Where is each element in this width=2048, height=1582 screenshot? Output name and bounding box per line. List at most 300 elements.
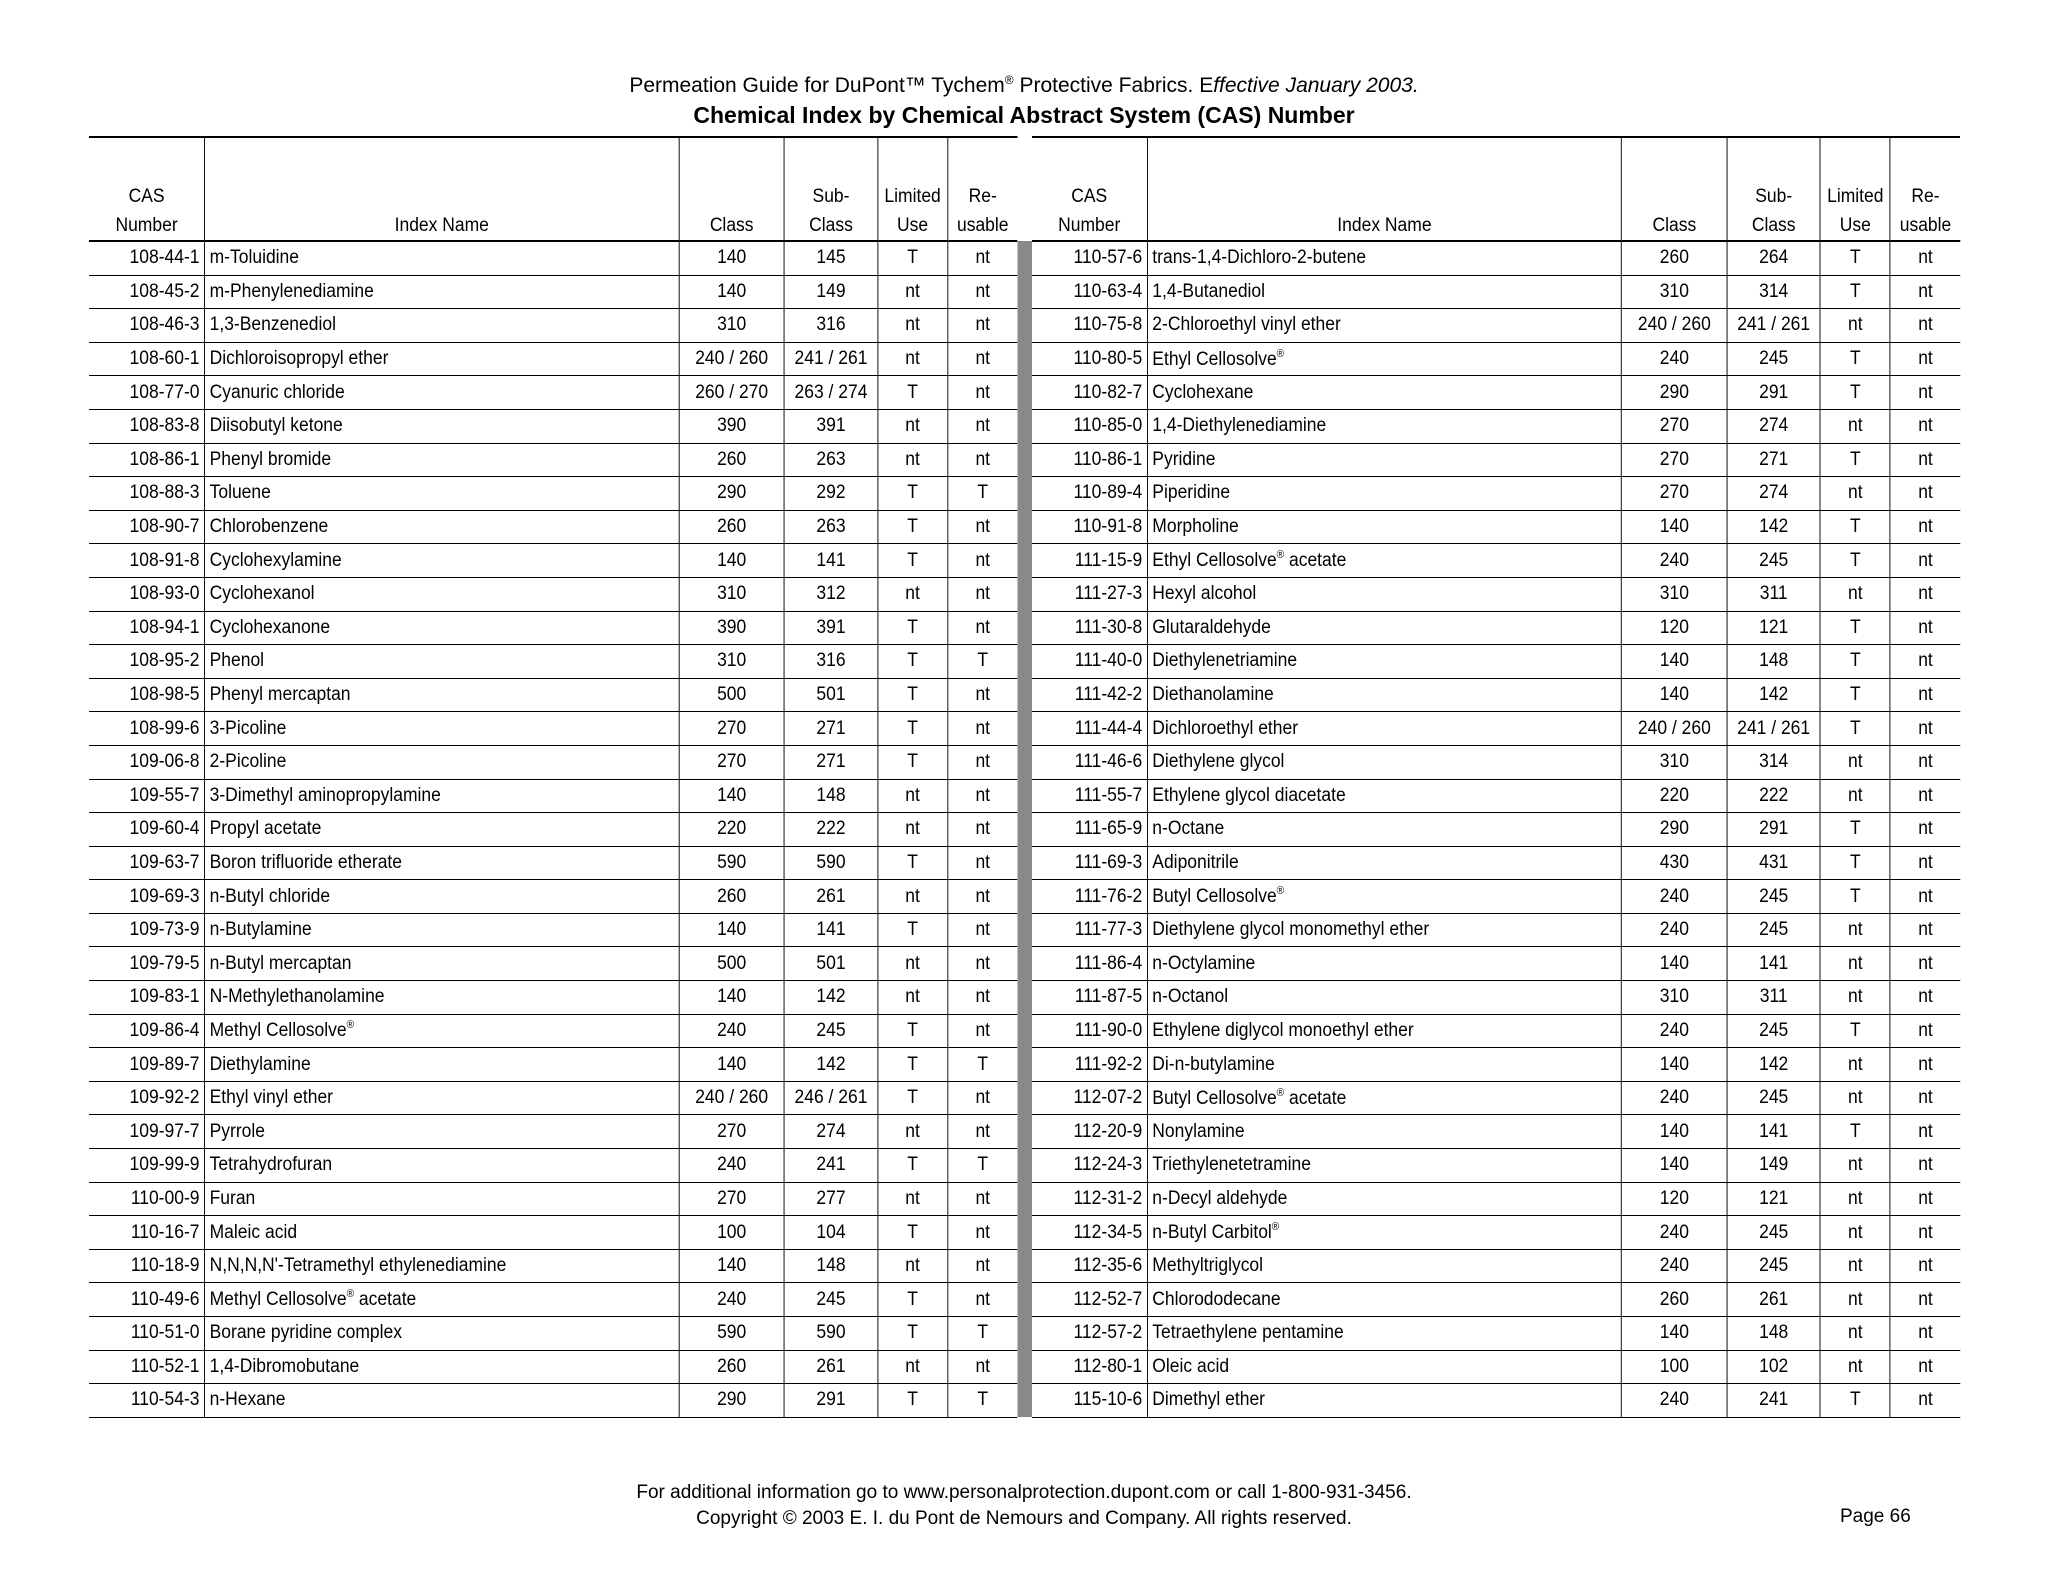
subclass-value: 431 [1727, 846, 1820, 880]
cas-number: 112-24-3 [1032, 1149, 1148, 1183]
table-row [89, 275, 1960, 309]
index-name [1147, 1384, 1621, 1418]
class-value: 140 [679, 1048, 784, 1082]
subclass-value: 292 [784, 477, 877, 511]
cas-number: 111-46-6 [1032, 745, 1148, 779]
index-name [205, 947, 679, 981]
cas-number: 110-91-8 [1032, 510, 1148, 544]
column-divider [1017, 241, 1031, 275]
index-name [1147, 1249, 1621, 1283]
reusable-value: nt [1890, 1182, 1960, 1216]
cas-number: 110-63-4 [1032, 275, 1148, 309]
reusable-value: T [948, 1384, 1018, 1418]
reusable-value: nt [948, 309, 1018, 343]
class-value: 390 [679, 611, 784, 645]
cas-number: 108-93-0 [89, 577, 205, 611]
subclass-value: 501 [784, 947, 877, 981]
chemical-name: N,N,N,N'-Tetramethyl ethylenediamine [209, 1255, 507, 1277]
class-value: 240 [679, 1149, 784, 1183]
column-divider [1017, 443, 1031, 477]
column-divider [1017, 1081, 1031, 1115]
class-value: 240 [679, 1014, 784, 1048]
index-name [205, 443, 679, 477]
table-row [89, 1283, 1960, 1317]
cas-number: 111-90-0 [1032, 1014, 1148, 1048]
limited-use-value: T [878, 241, 948, 275]
table-row [89, 477, 1960, 511]
chemical-name: Ethyl vinyl ether [209, 1087, 334, 1109]
index-name [205, 1350, 679, 1384]
class-value: 240 / 260 [1622, 309, 1727, 343]
chemical-name: Morpholine [1152, 516, 1239, 538]
cas-number: 110-54-3 [89, 1384, 205, 1418]
reusable-value: nt [948, 846, 1018, 880]
subclass-value: 241 / 261 [1727, 309, 1820, 343]
column-divider [1017, 1283, 1031, 1317]
subclass-value: 274 [784, 1115, 877, 1149]
table-row [89, 443, 1960, 477]
column-divider [1017, 1350, 1031, 1384]
reusable-value: nt [1890, 1384, 1960, 1418]
chemical-name: Propyl acetate [209, 818, 322, 840]
subclass-value: 274 [1727, 477, 1820, 511]
cas-number: 112-80-1 [1032, 1350, 1148, 1384]
chemical-name: n-Octane [1152, 818, 1225, 840]
class-value: 270 [679, 745, 784, 779]
column-divider [1017, 645, 1031, 679]
reusable-value: nt [1890, 342, 1960, 376]
cas-number: 110-80-5 [1032, 342, 1148, 376]
class-value: 260 / 270 [679, 376, 784, 410]
column-divider [1017, 712, 1031, 746]
limited-use-value: T [878, 1048, 948, 1082]
table-row [89, 544, 1960, 578]
chemical-name: Diisobutyl ketone [209, 415, 343, 437]
col-index-name: Index Name [205, 136, 679, 241]
table-row [89, 712, 1960, 746]
col-limited-use-right: Limited Use [1820, 136, 1890, 241]
cas-number: 108-46-3 [89, 309, 205, 343]
index-name [1147, 1283, 1621, 1317]
limited-use-value: T [1820, 611, 1890, 645]
table-row [89, 409, 1960, 443]
chemical-index-table [89, 136, 1960, 1418]
cas-number: 110-85-0 [1032, 409, 1148, 443]
index-name [1147, 577, 1621, 611]
cas-number: 111-42-2 [1032, 678, 1148, 712]
cas-number: 108-98-5 [89, 678, 205, 712]
column-divider [1017, 510, 1031, 544]
reusable-value: nt [1890, 645, 1960, 679]
index-name [1147, 611, 1621, 645]
chemical-name: Ethylene glycol diacetate [1152, 784, 1346, 806]
column-divider [1017, 376, 1031, 410]
reusable-value: nt [1890, 309, 1960, 343]
chemical-name: Glutaraldehyde [1152, 616, 1271, 638]
cas-number: 115-10-6 [1032, 1384, 1148, 1418]
limited-use-value: nt [878, 981, 948, 1015]
limited-use-value: T [878, 1384, 948, 1418]
class-value: 120 [1622, 611, 1727, 645]
table-row [89, 1149, 1960, 1183]
chemical-name: Maleic acid [209, 1221, 298, 1243]
subclass-value: 246 / 261 [784, 1081, 877, 1115]
chemical-name: Oleic acid [1152, 1355, 1230, 1377]
col-cas-number: CAS Number [89, 136, 205, 241]
index-name [205, 712, 679, 746]
class-value: 140 [679, 779, 784, 813]
cas-number: 109-55-7 [89, 779, 205, 813]
limited-use-value: T [878, 1081, 948, 1115]
limited-use-value: T [1820, 443, 1890, 477]
registered-mark: ® [1276, 347, 1285, 360]
chemical-name: Phenyl bromide [209, 448, 332, 470]
subclass-value: 142 [784, 1048, 877, 1082]
column-divider [1017, 947, 1031, 981]
chemical-name: n-Butylamine [209, 919, 312, 941]
col-subclass: Sub- Class [784, 136, 877, 241]
reusable-value: nt [948, 1115, 1018, 1149]
cas-number: 109-06-8 [89, 745, 205, 779]
limited-use-value: nt [1820, 981, 1890, 1015]
limited-use-value: T [878, 1014, 948, 1048]
chemical-name: 3-Dimethyl aminopropylamine [209, 784, 441, 806]
class-value: 310 [679, 645, 784, 679]
class-value: 240 [1622, 913, 1727, 947]
subclass-value: 263 [784, 443, 877, 477]
class-value: 240 [1622, 1249, 1727, 1283]
subclass-value: 391 [784, 409, 877, 443]
class-value: 240 [1622, 1216, 1727, 1250]
limited-use-value: T [1820, 544, 1890, 578]
chemical-name: Chlorobenzene [209, 516, 329, 538]
index-name [1147, 477, 1621, 511]
column-divider [1017, 409, 1031, 443]
index-name [205, 1283, 679, 1317]
reusable-value: nt [948, 712, 1018, 746]
chemical-name: Chlorododecane [1152, 1288, 1281, 1310]
chemical-name: Dichloroisopropyl ether [209, 348, 389, 370]
limited-use-value: nt [1820, 1048, 1890, 1082]
col-cas-number-right: CAS Number [1032, 136, 1148, 241]
cas-number: 111-15-9 [1032, 544, 1148, 578]
index-name [1147, 745, 1621, 779]
col-reusable-right: Re- usable [1890, 136, 1960, 241]
column-divider [1017, 745, 1031, 779]
class-value: 140 [679, 1249, 784, 1283]
index-name [205, 577, 679, 611]
subclass-value: 222 [784, 813, 877, 847]
cas-number: 109-86-4 [89, 1014, 205, 1048]
chemical-name: Butyl Cellosolve [1152, 1087, 1277, 1109]
reusable-value: nt [948, 342, 1018, 376]
table-row [89, 1081, 1960, 1115]
cas-number: 111-65-9 [1032, 813, 1148, 847]
page-footer [0, 1480, 2048, 1532]
cas-number: 110-49-6 [89, 1283, 205, 1317]
class-value: 270 [1622, 409, 1727, 443]
cas-number: 111-87-5 [1032, 981, 1148, 1015]
index-name [205, 309, 679, 343]
reusable-value: nt [948, 678, 1018, 712]
chemical-name: Dichloroethyl ether [1152, 717, 1299, 739]
col-index-name-right: Index Name [1147, 136, 1621, 241]
column-divider [1017, 880, 1031, 914]
table-row [89, 241, 1960, 275]
subclass-value: 271 [1727, 443, 1820, 477]
cas-number: 111-55-7 [1032, 779, 1148, 813]
cas-number: 108-77-0 [89, 376, 205, 410]
class-value: 240 [1622, 342, 1727, 376]
index-name [1147, 443, 1621, 477]
class-value: 220 [1622, 779, 1727, 813]
cas-number: 108-83-8 [89, 409, 205, 443]
page-header [0, 66, 2048, 130]
index-name [205, 1182, 679, 1216]
chemical-name: Methyltriglycol [1152, 1255, 1264, 1277]
cas-number: 110-82-7 [1032, 376, 1148, 410]
cas-number: 108-44-1 [89, 241, 205, 275]
subclass-value: 263 / 274 [784, 376, 877, 410]
limited-use-value: T [878, 846, 948, 880]
subclass-value: 314 [1727, 745, 1820, 779]
subclass-value: 590 [784, 1317, 877, 1351]
cas-number: 108-45-2 [89, 275, 205, 309]
limited-use-value: T [1820, 376, 1890, 410]
limited-use-value: T [1820, 1115, 1890, 1149]
limited-use-value: T [878, 913, 948, 947]
reusable-value: nt [1890, 510, 1960, 544]
chemical-name: 1,4-Dibromobutane [209, 1355, 360, 1377]
table-row [89, 577, 1960, 611]
limited-use-value: T [1820, 678, 1890, 712]
cas-number: 110-57-6 [1032, 241, 1148, 275]
index-name [1147, 712, 1621, 746]
reusable-value: nt [948, 409, 1018, 443]
limited-use-value: T [878, 477, 948, 511]
reusable-value: nt [948, 611, 1018, 645]
subclass-value: 264 [1727, 241, 1820, 275]
chemical-name: Adiponitrile [1152, 851, 1239, 873]
reusable-value: nt [948, 275, 1018, 309]
index-name [205, 1115, 679, 1149]
cas-number: 111-44-4 [1032, 712, 1148, 746]
cas-number: 111-86-4 [1032, 947, 1148, 981]
index-name [205, 745, 679, 779]
table-row [89, 1249, 1960, 1283]
limited-use-value: T [878, 1216, 948, 1250]
class-value: 140 [679, 981, 784, 1015]
reusable-value: nt [948, 241, 1018, 275]
subclass-value: 148 [784, 779, 877, 813]
col-class: Class [679, 136, 784, 241]
subclass-value: 142 [1727, 510, 1820, 544]
chemical-name: N-Methylethanolamine [209, 986, 385, 1008]
limited-use-value: nt [1820, 309, 1890, 343]
limited-use-value: nt [878, 1249, 948, 1283]
reusable-value: T [948, 1149, 1018, 1183]
index-name [1147, 309, 1621, 343]
class-value: 270 [1622, 443, 1727, 477]
index-name [1147, 880, 1621, 914]
class-value: 590 [679, 846, 784, 880]
column-divider [1017, 577, 1031, 611]
index-name [1147, 544, 1621, 578]
subclass-value: 274 [1727, 409, 1820, 443]
class-value: 310 [1622, 577, 1727, 611]
chemical-name: n-Octylamine [1152, 952, 1256, 974]
column-divider [1017, 1149, 1031, 1183]
cas-number: 111-27-3 [1032, 577, 1148, 611]
chemical-name: 1,4-Butanediol [1152, 280, 1266, 302]
column-divider [1017, 1216, 1031, 1250]
table-row [89, 645, 1960, 679]
column-divider [1017, 1249, 1031, 1283]
index-name [1147, 510, 1621, 544]
chemical-name: 2-Picoline [209, 751, 287, 773]
chemical-name: Diethanolamine [1152, 684, 1274, 706]
limited-use-value: nt [878, 1350, 948, 1384]
limited-use-value: T [1820, 712, 1890, 746]
limited-use-value: T [878, 510, 948, 544]
cas-number: 111-92-2 [1032, 1048, 1148, 1082]
limited-use-value: T [1820, 846, 1890, 880]
table-row [89, 611, 1960, 645]
cas-number: 110-18-9 [89, 1249, 205, 1283]
limited-use-value: T [1820, 1384, 1890, 1418]
class-value: 290 [1622, 376, 1727, 410]
subclass-value: 245 [784, 1283, 877, 1317]
reusable-value: nt [948, 1350, 1018, 1384]
cas-number: 109-89-7 [89, 1048, 205, 1082]
column-divider [1017, 1384, 1031, 1418]
reusable-value: nt [1890, 577, 1960, 611]
class-value: 290 [679, 477, 784, 511]
subclass-value: 316 [784, 645, 877, 679]
chemical-name: Ethyl Cellosolve [1152, 550, 1277, 572]
reusable-value: nt [1890, 712, 1960, 746]
table-row [89, 880, 1960, 914]
reusable-value: nt [1890, 376, 1960, 410]
index-name [1147, 779, 1621, 813]
index-name [1147, 1081, 1621, 1115]
table-row [89, 1014, 1960, 1048]
table-row [89, 1216, 1960, 1250]
reusable-value: nt [1890, 981, 1960, 1015]
column-divider [1017, 309, 1031, 343]
index-name [1147, 241, 1621, 275]
index-name [1147, 645, 1621, 679]
class-value: 240 [1622, 544, 1727, 578]
index-name [1147, 947, 1621, 981]
chemical-name: Butyl Cellosolve [1152, 886, 1277, 908]
table-row [89, 813, 1960, 847]
reusable-value: nt [1890, 813, 1960, 847]
limited-use-value: T [878, 544, 948, 578]
chemical-name: Toluene [209, 482, 271, 504]
limited-use-value: nt [878, 813, 948, 847]
reusable-value: nt [948, 1014, 1018, 1048]
index-name [205, 1149, 679, 1183]
chemical-name: 2-Chloroethyl vinyl ether [1152, 314, 1341, 336]
index-name [1147, 1317, 1621, 1351]
reusable-value: T [948, 645, 1018, 679]
table-row [89, 1048, 1960, 1082]
index-name [205, 409, 679, 443]
column-divider [1017, 913, 1031, 947]
cas-number: 110-16-7 [89, 1216, 205, 1250]
chemical-name: Dimethyl ether [1152, 1389, 1266, 1411]
chemical-name: Furan [209, 1187, 256, 1209]
cas-number: 112-34-5 [1032, 1216, 1148, 1250]
table-row [89, 981, 1960, 1015]
cas-number: 108-88-3 [89, 477, 205, 511]
limited-use-value: T [1820, 241, 1890, 275]
limited-use-value: nt [1820, 409, 1890, 443]
class-value: 290 [679, 1384, 784, 1418]
subclass-value: 391 [784, 611, 877, 645]
class-value: 310 [1622, 981, 1727, 1015]
column-divider [1017, 342, 1031, 376]
chemical-name: Tetraethylene pentamine [1152, 1322, 1344, 1344]
cas-number: 112-35-6 [1032, 1249, 1148, 1283]
limited-use-value: T [1820, 880, 1890, 914]
index-name [205, 1014, 679, 1048]
reusable-value: nt [948, 745, 1018, 779]
chemical-name: Pyrrole [209, 1120, 265, 1142]
index-name [205, 510, 679, 544]
subclass-value: 148 [784, 1249, 877, 1283]
table-row [89, 1350, 1960, 1384]
col-limited-use: Limited Use [878, 136, 948, 241]
limited-use-value: T [878, 745, 948, 779]
registered-mark: ® [346, 1019, 355, 1032]
index-name [205, 611, 679, 645]
index-name [205, 241, 679, 275]
class-value: 240 [1622, 880, 1727, 914]
table-header [89, 136, 1960, 241]
index-name [205, 846, 679, 880]
index-name [205, 477, 679, 511]
footer-contact: For additional information go to www.personalprotection.dupont.com or call 1-800-931-3456. [636, 1482, 1412, 1503]
limited-use-value: T [878, 712, 948, 746]
limited-use-value: nt [1820, 1317, 1890, 1351]
table-row [89, 309, 1960, 343]
cas-number: 111-76-2 [1032, 880, 1148, 914]
cas-number: 109-73-9 [89, 913, 205, 947]
reusable-value: nt [1890, 678, 1960, 712]
limited-use-value: nt [878, 309, 948, 343]
subclass-value: 271 [784, 712, 877, 746]
class-value: 310 [679, 309, 784, 343]
class-value: 310 [1622, 745, 1727, 779]
chemical-name: Nonylamine [1152, 1120, 1245, 1142]
limited-use-value: nt [1820, 1149, 1890, 1183]
limited-use-value: T [878, 611, 948, 645]
index-name [1147, 275, 1621, 309]
subclass-value: 245 [1727, 880, 1820, 914]
reusable-value: nt [948, 443, 1018, 477]
class-value: 240 [1622, 1384, 1727, 1418]
index-name [205, 880, 679, 914]
chemical-name: Diethylenetriamine [1152, 650, 1298, 672]
chemical-name: Diethylene glycol [1152, 751, 1285, 773]
subclass-value: 245 [1727, 1081, 1820, 1115]
class-value: 140 [679, 241, 784, 275]
column-divider [1017, 544, 1031, 578]
limited-use-value: T [1820, 510, 1890, 544]
index-name [205, 779, 679, 813]
